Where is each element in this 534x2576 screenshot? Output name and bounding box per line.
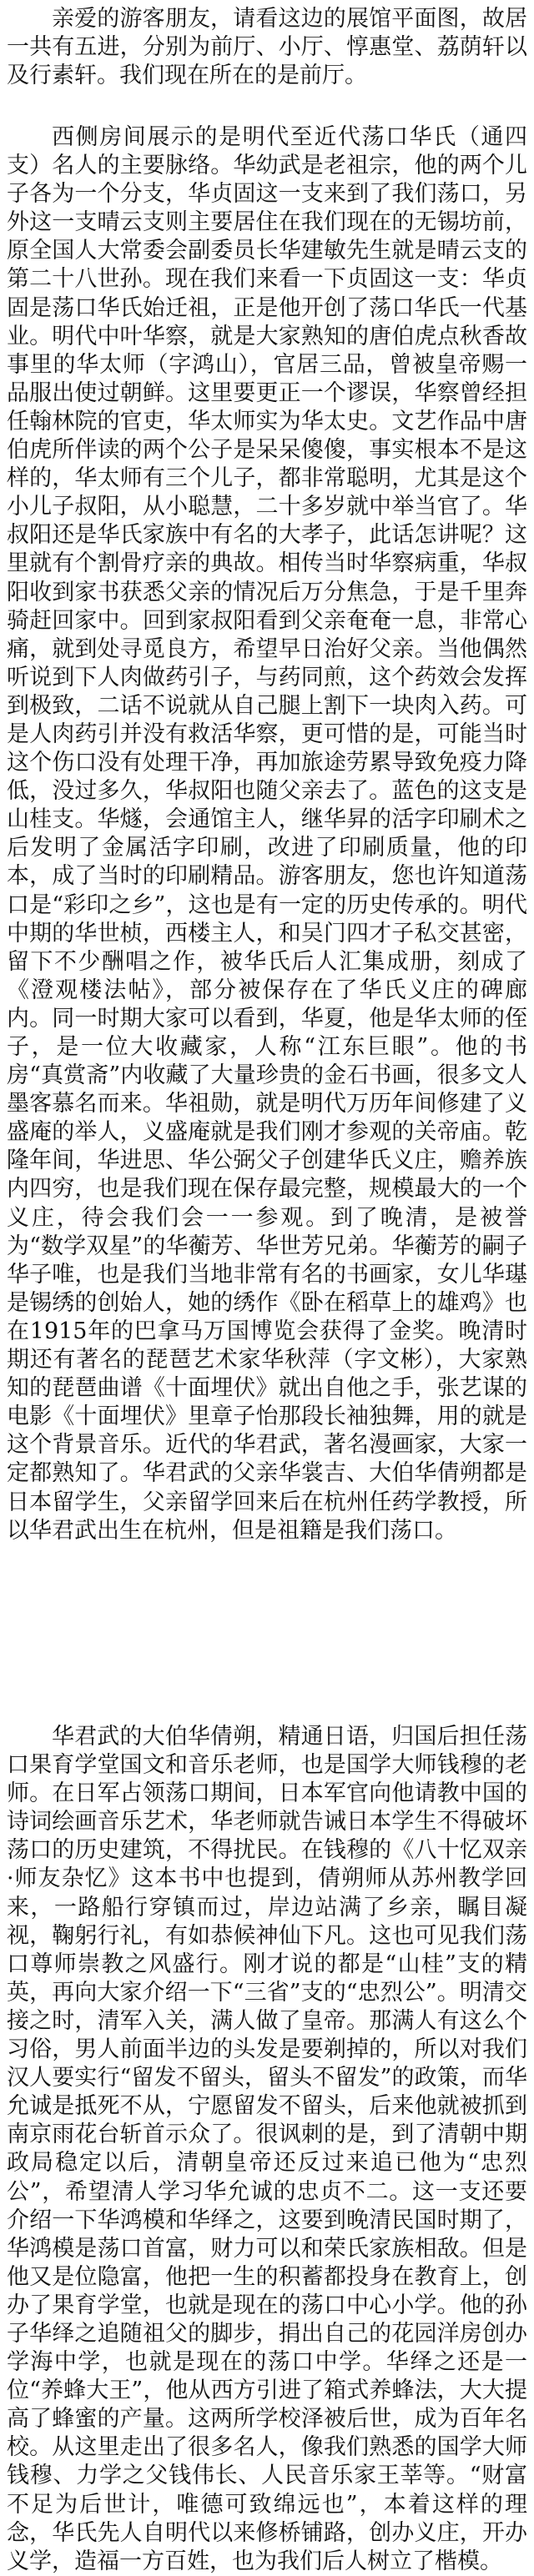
hua-qianshuo-paragraph: 华君武的大伯华倩朔，精通日语，归国后担任荡口果育学堂国文和音乐老师，也是国学大师钱穆的老师。在日军占领荡口期间，日本军官向他请教中国的诗词绘画音乐艺术，华老师就告诫日本学生不得破坏荡口的历史建筑，不得扰民。在钱穆的《八十忆双亲·师友杂忆》这本书中也提到，倩朔师从苏州教学回来，一路船行穿镇而过，岸边站满了乡亲，瞩目凝视，鞠躬行礼，有如恭候神仙下凡。这也可见我们荡口尊师崇教之风盛行。刚才说的都是“山桂”支的精英，再向大家介绍一下“三省”支的“忠烈公”。明清交接之时，清军入关，满人做了皇帝。那满人有这么个习俗，男人前面半边的头发是要剃掉的，所以对我们汉人要实行“留发不留头，留头不留发”的政策，而华允诚是抵死不从，宁愿留发不留头，后来他就被抓到南京雨花台斩首示众了。很讽刺的是，到了清朝中期政局稳定以后，清朝皇帝还反过来追已他为“忠烈公”，希望清人学习华允诚的忠贞不二。这一支还要介绍一下华鸿模和华绎之，这要到晚清民国时期了，华鸿模是荡口首富，财力可以和荣氏家族相敌。但是他又是位隐富，他把一生的积蓄都投身在教育上，创办了果育学堂，也就是现在的荡口中心小学。他的孙子华绎之追随祖父的脚步，捐出自己的花园洋房创办学海中学，也就是现在的荡口中学。华绎之还是一位“养蜂大王”，他从西方引进了箱式养蜂法，大大提高了蜂蜜的产量。这两所学校泽被后世，成为百年名校。从这里走出了很多名人，像我们熟悉的国学大师钱穆、力学之父钱伟长、人民音乐家王莘等。“财富不足为后世计，唯德可致绵远也”，本着这样的理念，华氏先人自明代以来修桥铺路，创办义庄，开办义学，造福一方百姓，也为我们后人树立了楷模。 (7, 1724, 527, 2574)
intro-paragraph: 亲爱的游客朋友，请看这边的展馆平面图，故居一共有五进，分别为前厅、小厅、惇惠堂、荔荫轩以及行素轩。我们现在所在的是前厅。 (7, 6, 527, 89)
west-room-paragraph: 西侧房间展示的是明代至近代荡口华氏（通四支）名人的主要脉络。华幼武是老祖宗，他的两个儿子各为一个分支，华贞固这一支来到了我们荡口，另外这一支晴云支则主要居住在我们现在的无锡坊前，原全国人大常委会副委员长华建敏先生就是晴云支的第二十八世孙。现在我们来看一下贞固这一支：华贞固是荡口华氏始迁祖，正是他开创了荡口华氏一代基业。明代中叶华察，就是大家熟知的唐伯虎点秋香故事里的华太师（字鸿山），官居三品，曾被皇帝赐一品服出使过朝鲜。这里要更正一个谬误，华察曾经担任翰林院的官吏，华太师实为华太史。文艺作品中唐伯虎所伴读的两个公子是呆呆傻傻，事实根本不是这样的，华太师有三个儿子，都非常聪明，尤其是这个小儿子叔阳，从小聪慧，二十多岁就中举当官了。华叔阳还是华氏家族中有名的大孝子，此话怎讲呢？这里就有个割骨疗亲的典故。相传当时华察病重，华叔阳收到家书获悉父亲的情况后万分焦急，于是千里奔骑赶回家中。回到家叔阳看到父亲奄奄一息，非常心痛，就到处寻觅良方，希望早日治好父亲。当他偶然听说到下人肉做药引子，与药同煎，这个药效会发挥到极致，二话不说就从自己腿上割下一块肉入药。可是人肉药引并没有救活华察，更可惜的是，可能当时这个伤口没有处理干净，再加旅途劳累导致免疫力降低，没过多久，华叔阳也随父亲去了。蓝色的这支是山桂支。华燧，会通馆主人，继华昇的活字印刷术之后发明了金属活字印刷，改进了印刷质量，他的印本，成了当时的印刷精品。游客朋友，您也许知道荡口是“彩印之乡”，这也是有一定的历史传承的。明代中期的华世桢，西楼主人，和吴门四才子私交甚密，留下不少酬唱之作，被华氏后人汇集成册，刻成了《澄观楼法帖》，部分被保存在了华氏义庄的碑廊内。同一时期大家可以看到，华夏，他是华太师的侄子，是一位大收藏家，人称“江东巨眼”。他的书房“真赏斋”内收藏了大量珍贵的金石书画，很多文人墨客慕名而来。华祖勋，就是明代万历年间修建了义盛庵的举人，义盛庵就是我们刚才参观的关帝庙。乾隆年间，华进思、华公弼父子创建华氏义庄，赡养族内四穷，也是我们现在保存最完整，规模最大的一个义庄，待会我们会一一参观。到了晚清，是被誉为“数学双星”的华蘅芳、华世芳兄弟。华蘅芳的嗣子华子唯，也是我们当地非常有名的书画家，女儿华璂是锡绣的创始人，她的绣作《卧在稻草上的雄鸡》也在1915年的巴拿马万国博览会获得了金奖。晚清时期还有著名的琵琶艺术家华秋萍（字文彬），大家熟知的琵琶曲谱《十面埋伏》就出自他之手，张艺谋的电影《十面埋伏》里章子怡那段长袖独舞，用的就是这个背景音乐。近代的华君武，著名漫画家，大家一定都熟知了。华君武的父亲华裳吉、大伯华倩朔都是日本留学生，父亲留学回来后在杭州任药学教授，所以华君武出生在杭州，但是祖籍是我们荡口。 (7, 124, 527, 1544)
